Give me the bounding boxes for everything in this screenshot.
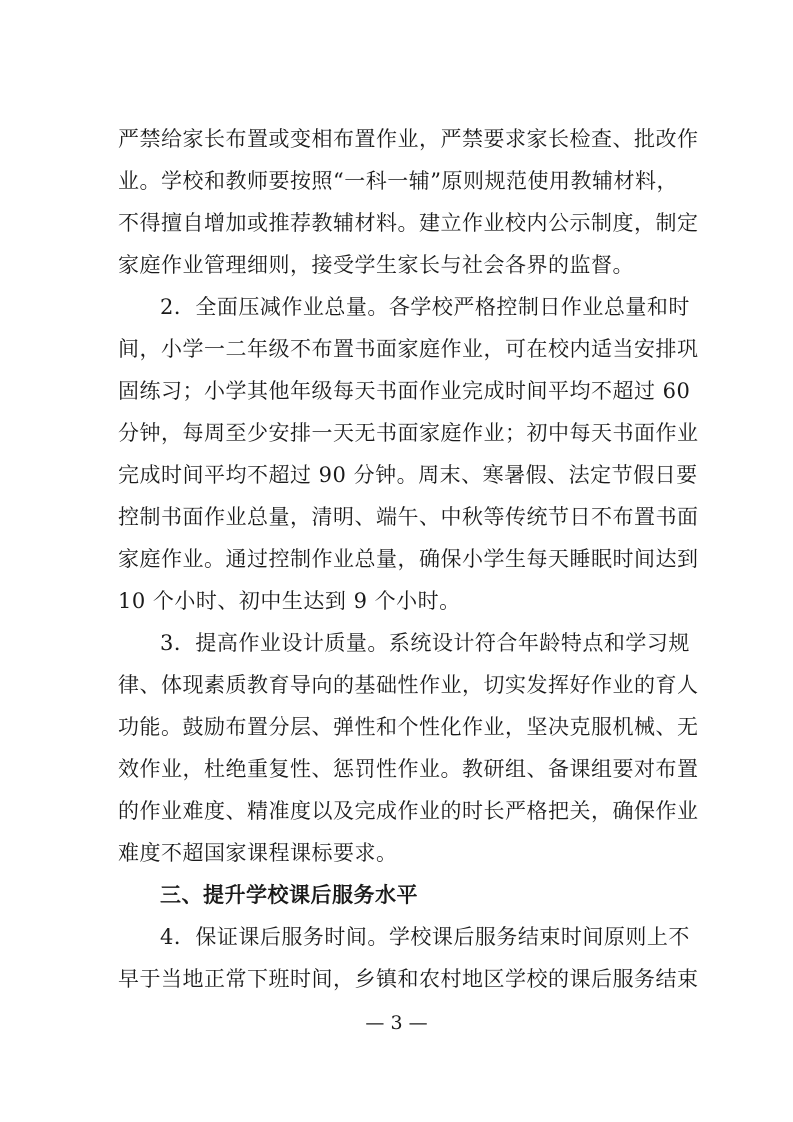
text-line: 业。学校和教师要按照“一科一辅”原则规范使用教辅材料， xyxy=(118,169,678,193)
text-line: 间，小学一二年级不布置书面家庭作业，可在校内适当安排巩 xyxy=(118,337,699,361)
text-line: 难度不超国家课程课标要求。 xyxy=(118,841,398,865)
text-line: 控制书面作业总量，清明、端午、中秋等传统节日不布置书面 xyxy=(118,505,699,529)
text-line: 严禁给家长布置或变相布置作业，严禁要求家长检查、批改作 xyxy=(118,127,699,151)
text-line: 10 个小时、初中生达到 9 个小时。 xyxy=(118,589,461,613)
text-line: 律、体现素质教育导向的基础性作业，切实发挥好作业的育人 xyxy=(118,673,699,697)
text-line: 2．全面压减作业总量。各学校严格控制日作业总量和时 xyxy=(160,295,690,319)
text-line: 效作业，杜绝重复性、惩罚性作业。教研组、备课组要对布置 xyxy=(118,757,699,781)
text-line: 固练习；小学其他年级每天书面作业完成时间平均不超过 60 xyxy=(118,379,691,403)
section-heading: 三、提升学校课后服务水平 xyxy=(160,883,418,907)
text-line: 家庭作业。通过控制作业总量，确保小学生每天睡眠时间达到 xyxy=(118,547,699,571)
text-line: 4．保证课后服务时间。学校课后服务结束时间原则上不 xyxy=(160,925,690,949)
page-number: — 3 — xyxy=(365,1012,428,1034)
text-line: 3．提高作业设计质量。系统设计符合年龄特点和学习规 xyxy=(160,631,690,655)
text-line: 的作业难度、精准度以及完成作业的时长严格把关，确保作业 xyxy=(118,799,699,823)
text-line: 不得擅自增加或推荐教辅材料。建立作业校内公示制度，制定 xyxy=(118,211,699,235)
text-line: 分钟，每周至少安排一天无书面家庭作业；初中每天书面作业 xyxy=(118,421,699,445)
text-line: 家庭作业管理细则，接受学生家长与社会各界的监督。 xyxy=(118,253,634,277)
text-line: 功能。鼓励布置分层、弹性和个性化作业，坚决克服机械、无 xyxy=(118,715,699,739)
text-line: 完成时间平均不超过 90 分钟。周末、寒暑假、法定节假日要 xyxy=(118,463,698,487)
text-line: 早于当地正常下班时间，乡镇和农村地区学校的课后服务结束 xyxy=(118,967,699,991)
